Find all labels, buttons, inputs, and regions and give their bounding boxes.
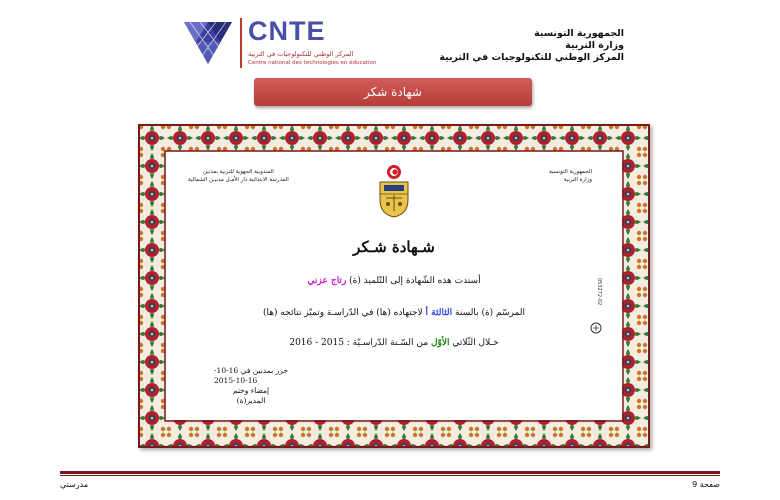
org-line-republic: الجمهورية التونسية (534, 28, 624, 39)
footer-rule-thick (60, 471, 720, 474)
footer-site-name: مدرستي (60, 480, 89, 489)
sign-label: إمضاء وختم (232, 386, 270, 395)
cert-issuer-left: المندوبية الجهوية للتربية بمدنين المدرسة الابتدائية دار الأمـل مدنيـن الشمالية (188, 169, 289, 183)
cert-line-level: المرسّم (ة) بالسنة الثالثة أ لاجتهاده (ها) في الدّراسـة وتميّز نتائجه (ها) (262, 308, 525, 318)
signature-block (214, 366, 288, 406)
student-level: الثالثة أ (425, 308, 453, 318)
school-stamp-icon (586, 276, 610, 336)
cnte-diamond-icon (180, 14, 236, 70)
term-name: الأوّل (430, 338, 450, 348)
sign-place: حرر بمدنين في 16-10- (214, 366, 288, 375)
logo-separator (240, 18, 242, 68)
logo-brand: CNTE (248, 16, 326, 46)
cert-line-term: خـلال الثّلاثي الأوّل من السّـنة الدّراسـيّة : 2015 - 2016 (289, 338, 499, 348)
student-name: رتاج عزني (307, 276, 347, 286)
certificate-title: شـهادة شـكر (353, 238, 435, 256)
sign-director: المدير(ة) (236, 396, 266, 405)
cnte-logo (180, 14, 380, 70)
org-header (439, 28, 624, 64)
cert-issuer-right: الجمهورية التونسية وزارة التربية (549, 169, 592, 183)
certificate-body (166, 152, 622, 420)
logo-french-name: Centre national des technologies en éducation (248, 60, 377, 66)
page-title: شهادة شكر (254, 78, 532, 106)
stamp-code: 053272-02 (596, 278, 602, 306)
certificate (138, 124, 650, 448)
footer-rule-thin (60, 475, 720, 476)
logo-arabic-name: المركز الوطني للتكنولوجيات في التربية (248, 50, 354, 58)
cert-line-student: أسندت هذه الشّهادة إلى التّلميذ (ة) رتاج عزني (307, 276, 481, 286)
org-line-center: المركز الوطني للتكنولوجيات في التربية (439, 52, 624, 63)
tunisia-coat-of-arms-icon (376, 164, 412, 218)
sign-date: 2015-10-16 (214, 376, 258, 385)
org-line-ministry: وزارة التربية (565, 40, 624, 51)
page-number: صفحة 9 (692, 480, 720, 489)
